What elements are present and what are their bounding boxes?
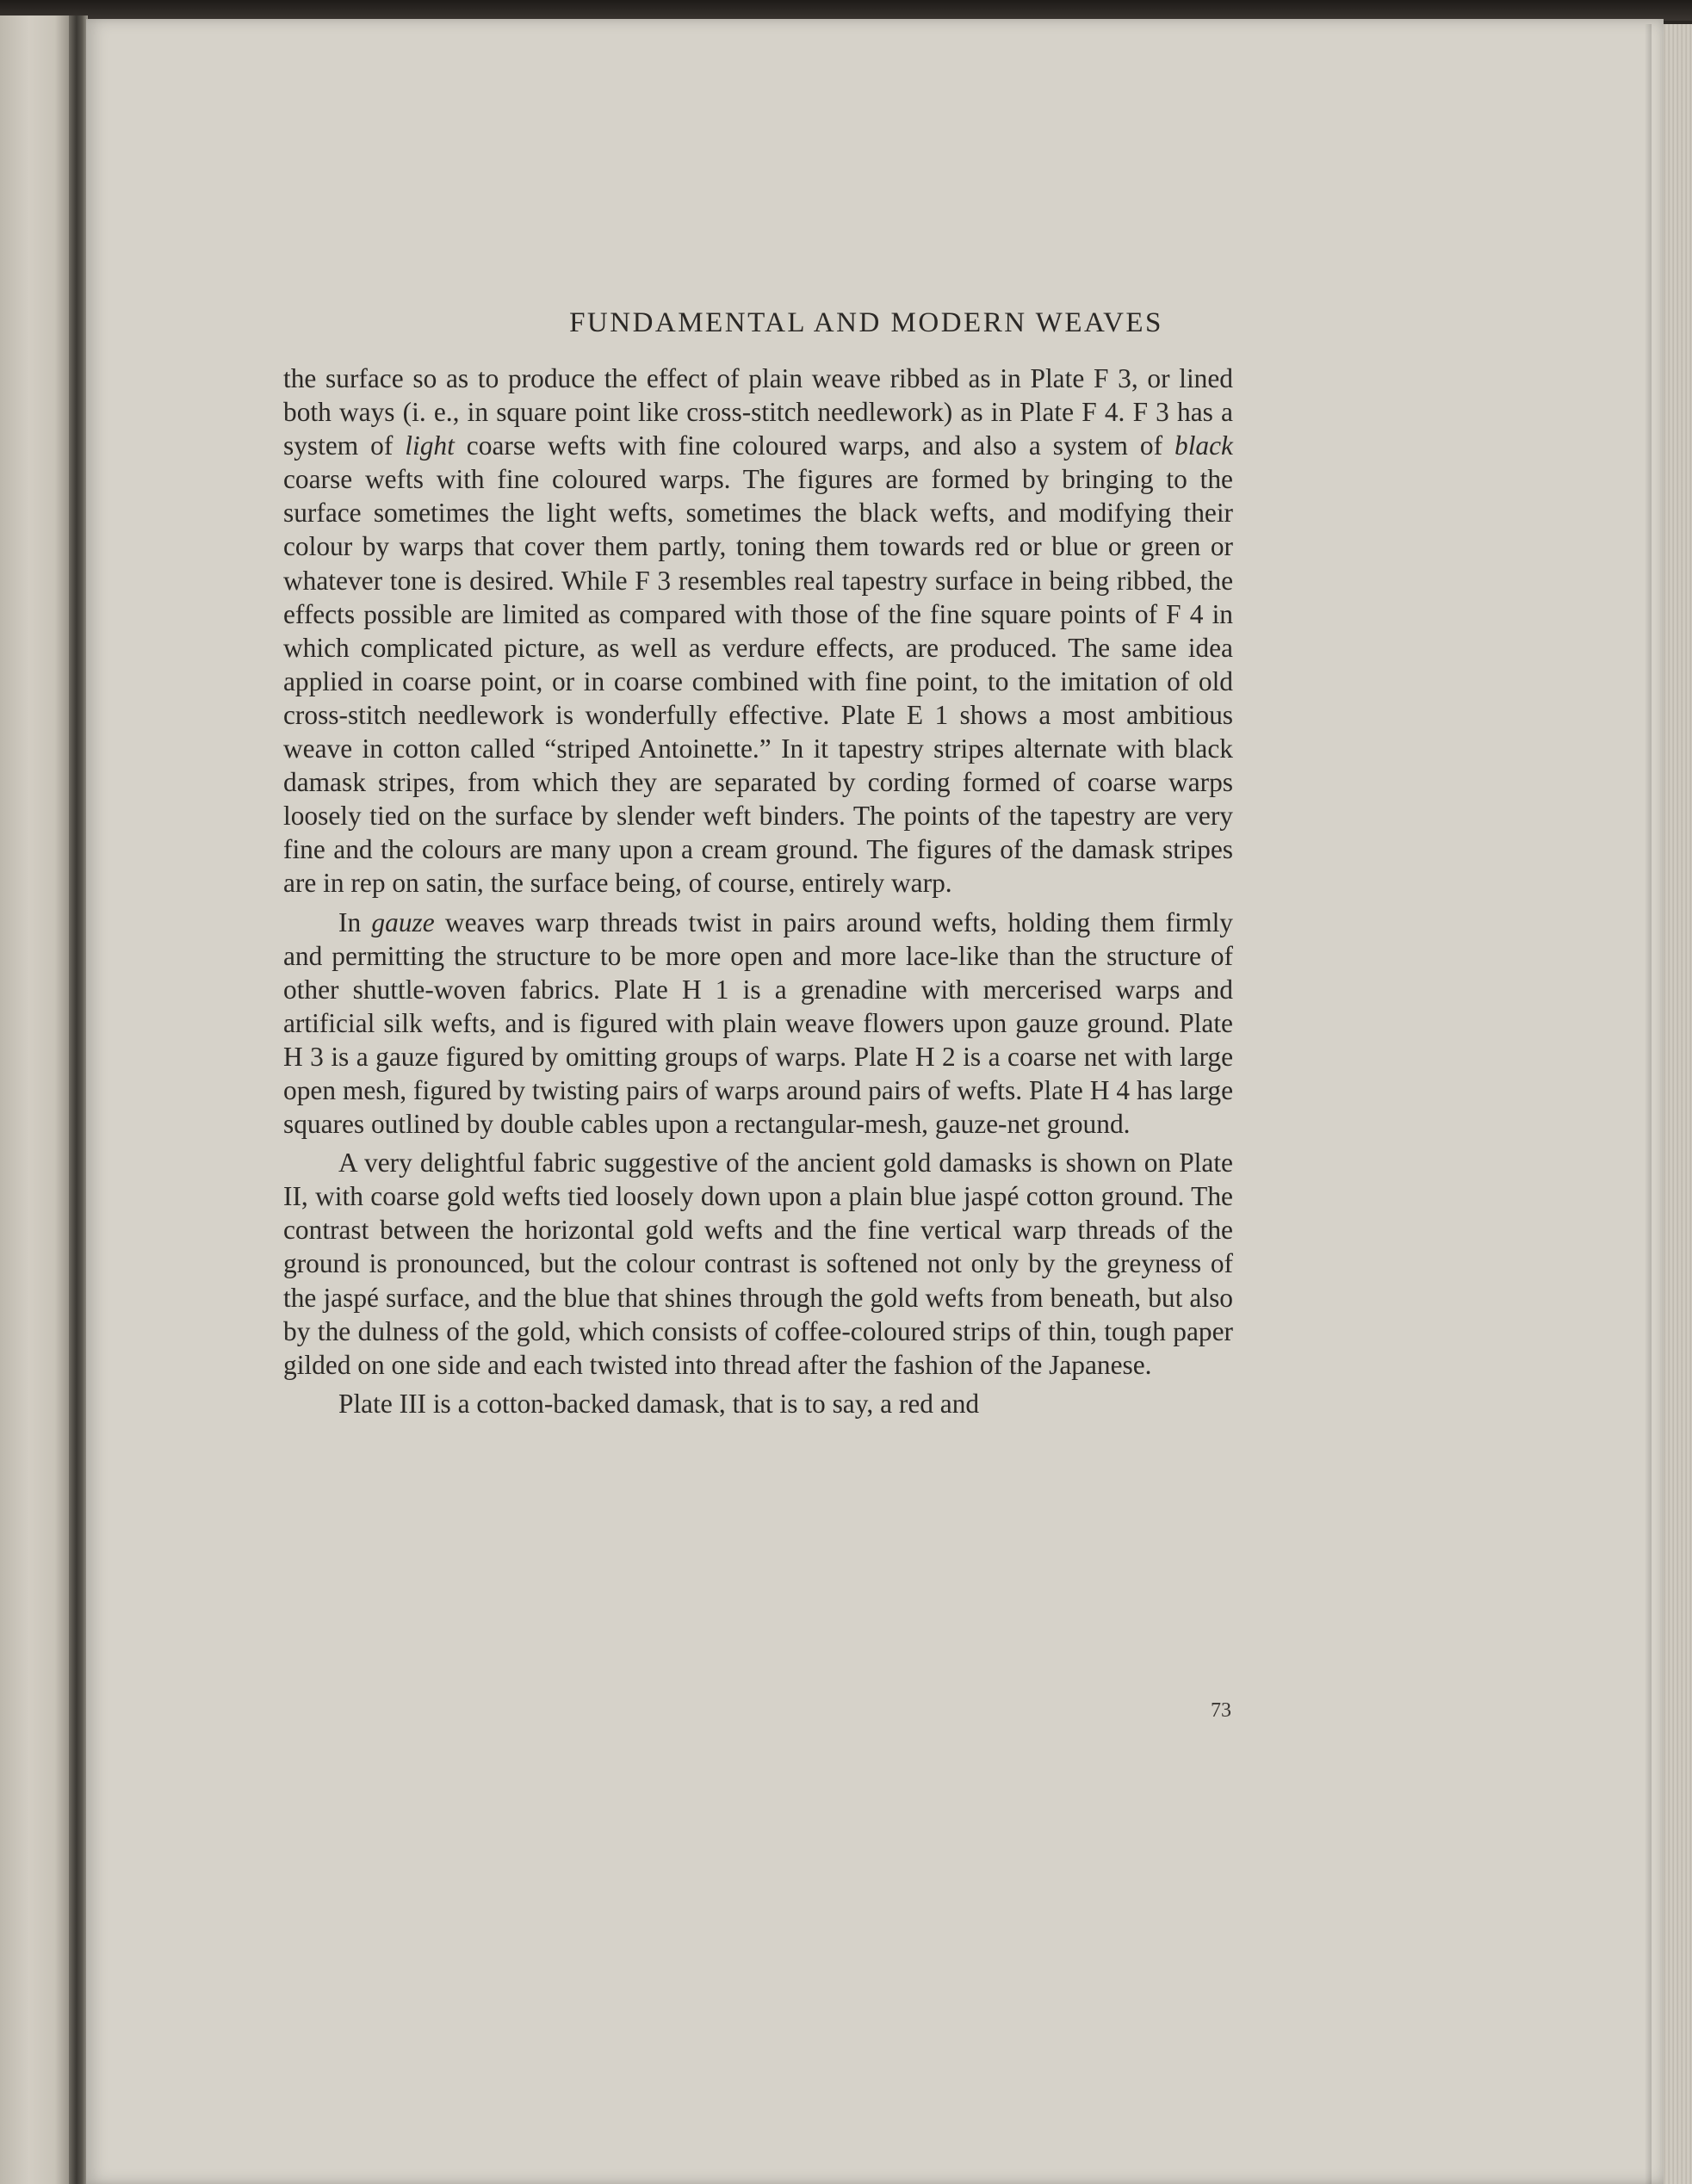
text-run: coarse wefts with fine coloured warps, and also a system of <box>454 430 1175 461</box>
italic-run: light <box>405 430 455 461</box>
book-gutter <box>69 15 88 2184</box>
scan-background <box>0 0 1692 21</box>
text-run: A very delightful fabric suggestive of the ancient gold damasks is shown on Plate II, with coarse gold wefts tied loosely down upon a plain blue jaspé cotton ground. The contrast between the horizontal gold wefts and the fine vertical warp threads of the ground is pronounced, but the colour contrast is softened not only by the greyness of the jaspé surface, and the blue that shines through the gold wefts from beneath, but also by the dulness of the gold, which consists of coffee-coloured strips of thin, tough paper gilded on one side and each twisted into thread after the fashion of the Japanese. <box>283 1148 1233 1380</box>
text-run: In <box>338 906 372 937</box>
page-edge-shadow <box>1645 24 1652 2184</box>
paragraph-1 <box>283 362 1233 900</box>
page-number: 73 <box>1211 1699 1231 1722</box>
paragraph-3 <box>283 1146 1233 1382</box>
book-page <box>86 19 1664 2184</box>
body-text <box>283 362 1233 1426</box>
text-run: weaves warp threads twist in pairs around wefts, holding them firmly and permitting the structure to be more open and more lace-like than the structure of other shuttle-woven fabrics. Plate H 1 is a grenadine with mercerised warps and artificial silk wefts, and is figured with plain weave flowers upon gauze ground. Plate H 3 is a gauze figured by omitting groups of warps. Plate H 2 is a coarse net with large open mesh, figured by twisting pairs of warps around pairs of wefts. Plate H 4 has large squares outlined by double cables upon a rectangular-mesh, gauze-net ground. <box>283 906 1233 1140</box>
italic-run: black <box>1174 430 1233 461</box>
running-head: FUNDAMENTAL AND MODERN WEAVES <box>569 307 1163 338</box>
text-run: coarse wefts with fine coloured warps. The figures are formed by bringing to the surface sometimes the light wefts, sometimes the black wefts, and modifying their colour by warps that cover them partly, toning them towards red or blue or green or whatever tone is desired. While F 3 resembles real tapestry surface in being ribbed, the effects possible are limited as compared with those of the fine square points of F 4 in which complicated picture, as well as verdure effects, are produced. The same idea applied in coarse point, or in coarse combined with fine point, to the imitation of old cross-stitch needlework is wonderfully effective. Plate E 1 shows a most ambitious weave in cotton called “striped Antoinette.” In it tapestry stripes alternate with black damask stripes, from which they are separated by cording formed of coarse warps loosely tied on the surface by slender weft binders. The points of the tapestry are very fine and the colours are many upon a cream ground. The figures of the damask stripes are in rep on satin, the surface being, of course, entirely warp. <box>283 464 1233 899</box>
facing-page-edge <box>0 15 73 2184</box>
text-run: Plate III is a cotton-backed damask, that is to say, a red and <box>338 1388 980 1419</box>
paragraph-2 <box>283 906 1233 1141</box>
italic-run: gauze <box>371 906 435 937</box>
paragraph-4 <box>283 1387 1233 1420</box>
text-run: the surface so as to produce the effect of plain weave ribbed as in Plate F 3, or lined both ways (i. e., in square point like cross-stitch needlework) as in Plate F 4. F 3 has a system of <box>283 363 1233 461</box>
